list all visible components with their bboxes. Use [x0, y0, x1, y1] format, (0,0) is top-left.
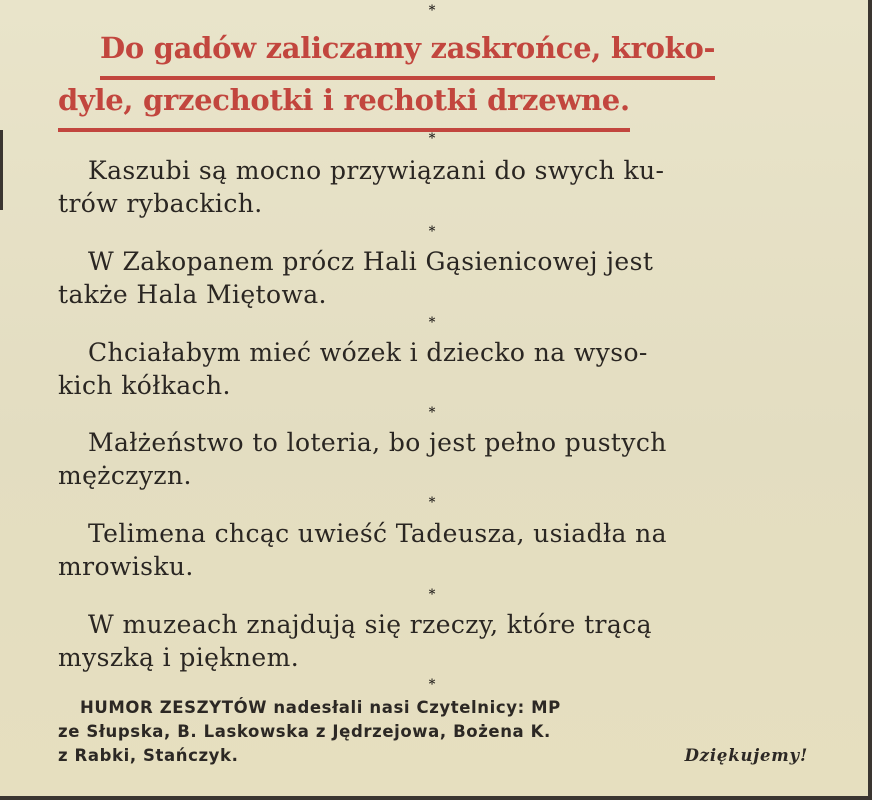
separator-star: *: [428, 405, 436, 420]
separator-star: *: [428, 224, 436, 239]
credits-line-1: HUMOR ZESZYTÓW nadesłali nasi Czytelnicy: MP: [80, 698, 561, 717]
joke-line: mężczyzn.: [58, 461, 192, 490]
separator-star: *: [428, 587, 436, 602]
joke-line: Telimena chcąc uwieść Tadeusza, usiadła na: [88, 519, 667, 548]
credits-line-3-wrap: [58, 744, 808, 768]
headline-line-2: dyle, grzechotki i rechotki drzewne.: [58, 74, 630, 132]
joke-line: Chciałabym mieć wózek i dziecko na wyso-: [88, 338, 648, 367]
joke-item: [58, 517, 808, 583]
joke-item: [58, 336, 808, 402]
credits-line-3: z Rabki, Stańczyk.: [58, 746, 239, 765]
joke-line: W muzeach znajdują się rzeczy, które trącą: [88, 610, 652, 639]
separator-star: *: [428, 3, 436, 18]
left-column-rule: [0, 130, 3, 210]
credits: [58, 696, 808, 768]
separator-star: *: [428, 315, 436, 330]
joke-line: także Hala Miętowa.: [58, 280, 327, 309]
thanks-text: Dziękujemy!: [684, 746, 808, 765]
joke-line: kich kółkach.: [58, 371, 231, 400]
joke-line: Kaszubi są mocno przywiązani do swych ku-: [88, 156, 665, 185]
joke-item: [58, 426, 808, 492]
headline-line-1: Do gadów zaliczamy zaskrońce, kroko-: [100, 22, 715, 80]
joke-item: [58, 245, 808, 311]
separator-star: *: [428, 131, 436, 146]
joke-item: [58, 608, 808, 674]
separator-star: *: [428, 495, 436, 510]
joke-line: W Zakopanem prócz Hali Gąsienicowej jest: [88, 247, 654, 276]
joke-line: mrowisku.: [58, 552, 194, 581]
bottom-rule: [0, 796, 872, 800]
joke-line: myszką i pięknem.: [58, 643, 300, 672]
separator-star: *: [428, 677, 436, 692]
joke-line: Małżeństwo to loteria, bo jest pełno pustych: [88, 428, 667, 457]
right-column-rule: [868, 0, 872, 800]
joke-item: [58, 154, 808, 220]
joke-line: trów rybackich.: [58, 189, 263, 218]
credits-line-2: ze Słupska, B. Laskowska z Jędrzejowa, Bożena K.: [58, 722, 551, 741]
